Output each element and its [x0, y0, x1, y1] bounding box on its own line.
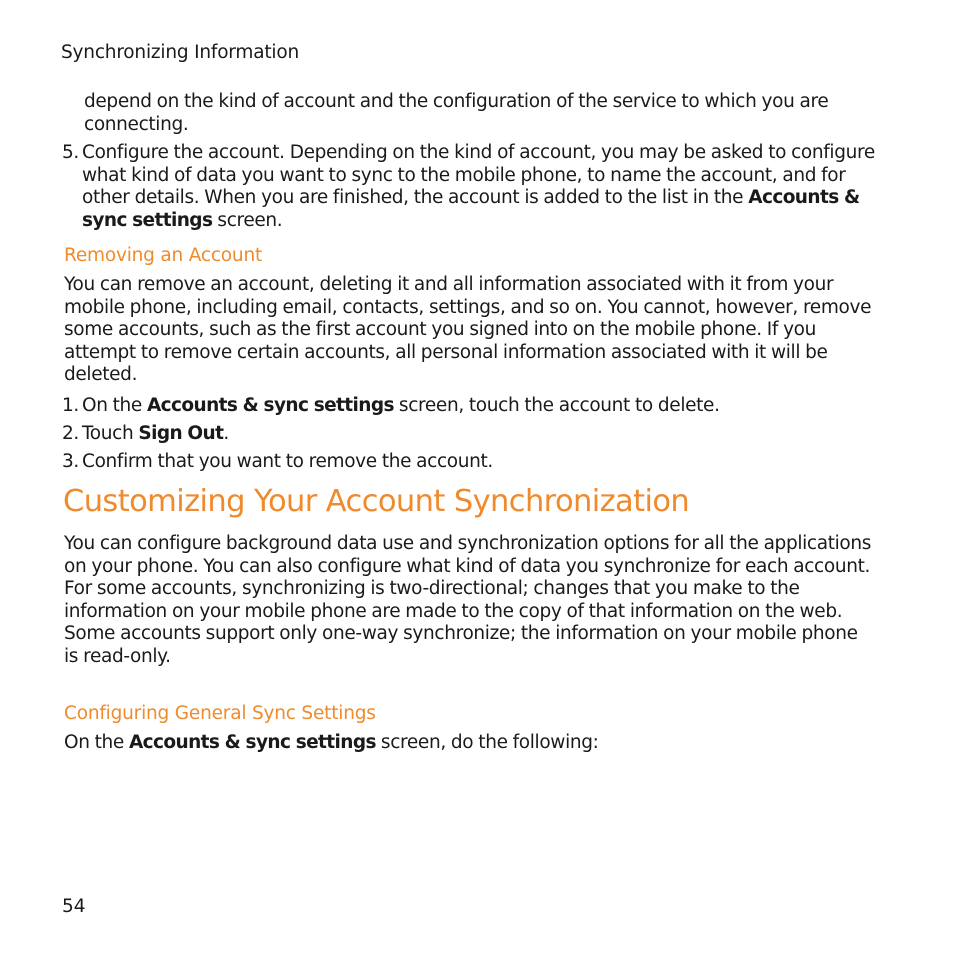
step-text-after: . [223, 423, 229, 444]
step-text-after: screen. [212, 209, 283, 231]
configuring-intro [64, 732, 879, 755]
step-text [82, 142, 882, 232]
continued-step-text [84, 91, 884, 136]
step-text [82, 395, 882, 418]
running-header: Synchronizing Information [61, 42, 299, 63]
step-text-before: Confirm that you want to remove the account. [82, 451, 493, 472]
ui-term: Accounts & sync settings [82, 187, 860, 231]
step-text-after: screen, touch the account to delete. [393, 395, 720, 416]
ui-term: Accounts & sync settings [128, 732, 376, 753]
paragraph: You can configure background data use and synchronization options for all the applications on your phone. You can also configure what kind of data you synchronize for each account. [64, 533, 872, 577]
customizing-body [64, 533, 874, 668]
page-number: 54 [62, 896, 86, 917]
step-number: 3. [62, 451, 79, 472]
remove-step-3 [62, 451, 882, 474]
paragraph: For some accounts, synchronizing is two-directional; changes that you make to the information on your mobile phone are made to the copy of that information on the web. Some accounts support only one-way synchronize; the information on your mobile phone is read-only. [64, 578, 858, 667]
step-text [82, 451, 882, 474]
step-number: 2. [62, 423, 79, 444]
remove-step-1 [62, 395, 882, 418]
continued-paragraph: depend on the kind of account and the configuration of the service to which you are connecting. [84, 91, 829, 135]
text-after: screen, do the following: [375, 732, 599, 753]
section-heading-customizing: Customizing Your Account Synchronization [63, 484, 690, 519]
step-5 [62, 142, 882, 232]
step-text-before: Touch [82, 423, 139, 444]
text-before: On the [64, 732, 129, 753]
step-number: 1. [62, 395, 79, 416]
section-heading-configuring-sync: Configuring General Sync Settings [64, 703, 376, 724]
remove-step-2 [62, 423, 882, 446]
step-number: 5. [62, 142, 79, 163]
removing-intro [64, 274, 879, 387]
paragraph [64, 732, 879, 755]
paragraph: You can remove an account, deleting it and all information associated with it from your mobile phone, including email, contacts, settings, and so on. You cannot, however, remove some accounts, such as the first account you signed into on the mobile phone. If you attempt to remove certain accounts, all personal information associated with it will be deleted. [64, 274, 872, 385]
step-text [82, 423, 882, 446]
ui-term: Sign Out [138, 423, 224, 444]
section-heading-removing-account: Removing an Account [64, 245, 263, 266]
step-text-before: Configure the account. Depending on the kind of account, you may be asked to configure what kind of data you want to sync to the mobile phone, to name the account, and for other details. When you are finished, the account is added to the list in the [82, 142, 875, 208]
ui-term: Accounts & sync settings [146, 395, 394, 416]
step-text-before: On the [82, 395, 147, 416]
